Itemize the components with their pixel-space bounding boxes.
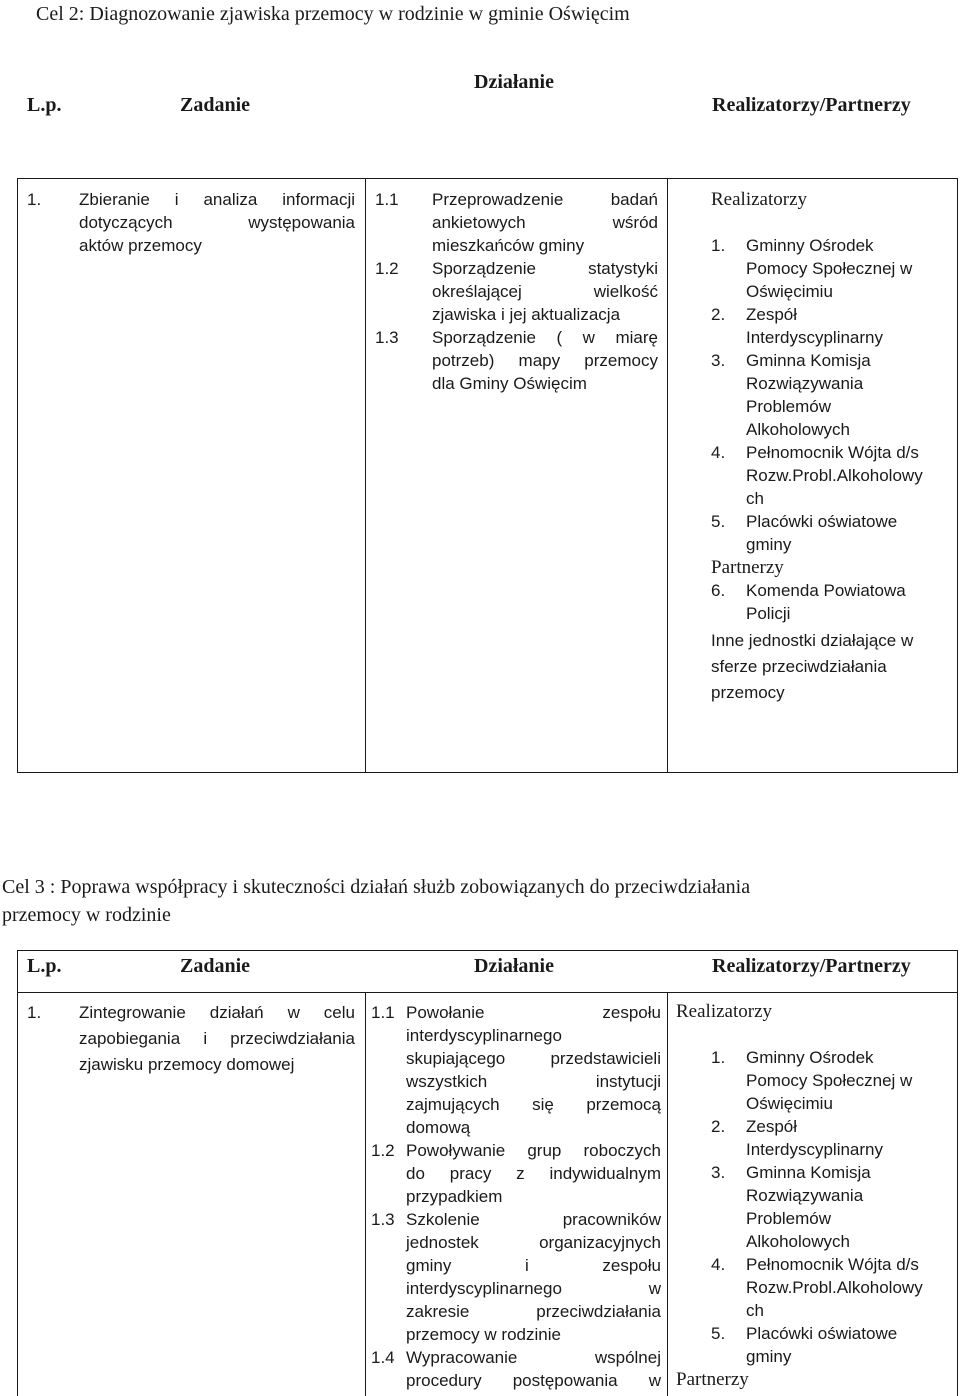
goal2-other-partners bbox=[711, 628, 951, 706]
realizator-line: Pomocy Społecznej w bbox=[746, 1071, 913, 1090]
goal2-realizator-5 bbox=[711, 510, 951, 556]
goal3-task-line: zapobiegania i przeciwdziałania bbox=[79, 1029, 355, 1048]
action-number: 1.3 bbox=[371, 1210, 395, 1229]
realizator-line: Zespół bbox=[746, 305, 798, 324]
realizator-line: Rozw.Probl.Alkoholowy bbox=[746, 1278, 923, 1297]
goal2-header-realizatorzy: Realizatorzy/Partnerzy bbox=[712, 94, 911, 116]
partnerzy-label: Partnerzy bbox=[711, 557, 784, 578]
action-line: potrzeb) mapy przemocy bbox=[432, 351, 658, 370]
goal2-task-line: Zbieranie i analiza informacji bbox=[79, 190, 355, 209]
realizator-line: Interdyscyplinarny bbox=[746, 1140, 884, 1159]
goal3-action-1-3 bbox=[371, 1208, 663, 1346]
realizator-line: Pełnomocnik Wójta d/s bbox=[746, 1255, 919, 1274]
goal2-task-line: dotyczących występowania bbox=[79, 213, 355, 232]
realizator-line: Zespół bbox=[746, 1117, 798, 1136]
action-line: procedury postępowania w bbox=[406, 1371, 661, 1390]
other-line: przemocy bbox=[711, 683, 785, 702]
action-number: 1.4 bbox=[371, 1348, 395, 1367]
realizator-number: 3. bbox=[711, 1163, 726, 1182]
goal3-row-number: 1. bbox=[27, 1003, 42, 1022]
realizator-line: Gminny Ośrodek bbox=[746, 1048, 874, 1067]
goal3-realizator-4 bbox=[676, 1253, 952, 1322]
realizator-line: Alkoholowych bbox=[746, 420, 850, 439]
realizator-line: Pomocy Społecznej w bbox=[746, 259, 913, 278]
realizator-number: 4. bbox=[711, 443, 726, 462]
goal2-realizator-1 bbox=[711, 234, 951, 303]
goal2-realizator-4 bbox=[711, 441, 951, 510]
goal3-header-realizatorzy: Realizatorzy/Partnerzy bbox=[712, 955, 911, 977]
goal3-title-line: przemocy w rodzinie bbox=[2, 904, 171, 926]
realizator-line: Gminny Ośrodek bbox=[746, 236, 874, 255]
other-line: Inne jednostki działające w bbox=[711, 631, 914, 650]
realizator-number: 2. bbox=[711, 305, 726, 324]
goal2-task-line: aktów przemocy bbox=[79, 236, 202, 255]
goal2-title: Cel 2: Diagnozowanie zjawiska przemocy w rodzinie w gminie Oświęcim bbox=[36, 3, 630, 25]
goal3-title bbox=[2, 873, 932, 929]
action-line: zjawiska i jej aktualizacja bbox=[432, 305, 621, 324]
goal2-realizator-3 bbox=[711, 349, 951, 441]
goal2-task bbox=[79, 188, 355, 257]
action-line: interdyscyplinarnego bbox=[406, 1026, 562, 1045]
goal3-header-lp: L.p. bbox=[27, 955, 62, 977]
goal2-action-1-3 bbox=[375, 326, 660, 395]
goal3-header-dzialanie: Działanie bbox=[474, 955, 554, 977]
realizator-line: Rozw.Probl.Alkoholowy bbox=[746, 466, 923, 485]
action-line: Sporządzenie statystyki bbox=[432, 259, 658, 278]
other-line: sferze przeciwdziałania bbox=[711, 657, 887, 676]
realizator-line: Alkoholowych bbox=[746, 1232, 850, 1251]
goal2-realizatorzy bbox=[711, 188, 951, 706]
goal3-actions bbox=[371, 1001, 663, 1392]
realizator-number: 5. bbox=[711, 512, 726, 531]
action-line: dla Gminy Oświęcim bbox=[432, 374, 587, 393]
realizator-number: 5. bbox=[711, 1324, 726, 1343]
partnerzy-label: Partnerzy bbox=[676, 1369, 749, 1390]
action-number: 1.1 bbox=[371, 1003, 395, 1022]
goal3-title-line: Cel 3 : Poprawa współpracy i skuteczności działań służb zobowiązanych do przeciwdziałania bbox=[2, 876, 751, 898]
goal3-realizator-1 bbox=[676, 1046, 952, 1115]
action-line: skupiającego przedstawicieli bbox=[406, 1049, 661, 1068]
realizator-number: 4. bbox=[711, 1255, 726, 1274]
action-line: Sporządzenie ( w miarę bbox=[432, 328, 658, 347]
action-line: gminy i zespołu bbox=[406, 1256, 661, 1275]
action-line: interdyscyplinarnego w bbox=[406, 1279, 661, 1298]
goal3-action-1-2 bbox=[371, 1139, 663, 1208]
realizator-line: Rozwiązywania bbox=[746, 1186, 864, 1205]
action-line: zajmujących się przemocą bbox=[406, 1095, 661, 1114]
action-number: 1.3 bbox=[375, 328, 399, 347]
realizator-line: Oświęcimiu bbox=[746, 1094, 833, 1113]
partner-number: 6. bbox=[711, 581, 726, 600]
action-number: 1.1 bbox=[375, 190, 399, 209]
goal3-action-1-1 bbox=[371, 1001, 663, 1139]
action-line: mieszkańców gminy bbox=[432, 236, 585, 255]
partner-line: Policji bbox=[746, 604, 791, 623]
goal3-realizator-2 bbox=[676, 1115, 952, 1161]
action-number: 1.2 bbox=[375, 259, 399, 278]
goal3-task bbox=[79, 1001, 355, 1076]
realizator-line: Oświęcimiu bbox=[746, 282, 833, 301]
realizator-line: Rozwiązywania bbox=[746, 374, 864, 393]
action-line: przemocy w rodzinie bbox=[406, 1325, 561, 1344]
goal2-partner-6 bbox=[711, 579, 951, 625]
goal2-action-1-2 bbox=[375, 257, 660, 326]
action-line: przypadkiem bbox=[406, 1187, 503, 1206]
action-line: Przeprowadzenie badań bbox=[432, 190, 658, 209]
realizator-line: Gminna Komisja bbox=[746, 351, 871, 370]
goal3-header-zadanie: Zadanie bbox=[180, 955, 251, 977]
action-line: Szkolenie pracowników bbox=[406, 1210, 661, 1229]
realizator-number: 1. bbox=[711, 236, 726, 255]
action-line: zakresie przeciwdziałania bbox=[406, 1302, 661, 1321]
goal3-action-1-4 bbox=[371, 1346, 663, 1392]
partner-line: Komenda Powiatowa bbox=[746, 581, 906, 600]
realizator-line: Placówki oświatowe bbox=[746, 1324, 898, 1343]
action-line: do pracy z indywidualnym bbox=[406, 1164, 661, 1183]
action-line: wszystkich instytucji bbox=[406, 1072, 661, 1091]
goal2-row-number: 1. bbox=[27, 190, 42, 209]
action-line: domową bbox=[406, 1118, 471, 1137]
realizator-number: 3. bbox=[711, 351, 726, 370]
realizator-line: Problemów bbox=[746, 397, 832, 416]
realizator-line: Gminna Komisja bbox=[746, 1163, 871, 1182]
goal3-task-line: zjawisku przemocy domowej bbox=[79, 1055, 295, 1074]
realizator-line: ch bbox=[746, 1301, 764, 1320]
realizator-number: 2. bbox=[711, 1117, 726, 1136]
realizator-line: Problemów bbox=[746, 1209, 832, 1228]
goal2-header-lp: L.p. bbox=[27, 94, 62, 116]
action-line: Powołanie zespołu bbox=[406, 1003, 661, 1022]
goal2-header-zadanie: Zadanie bbox=[180, 94, 251, 116]
goal3-realizator-5 bbox=[676, 1322, 952, 1368]
goal2-realizator-2 bbox=[711, 303, 951, 349]
goal2-actions bbox=[375, 188, 660, 395]
action-number: 1.2 bbox=[371, 1141, 395, 1160]
realizatorzy-label: Realizatorzy bbox=[676, 1001, 773, 1022]
realizator-line: Placówki oświatowe bbox=[746, 512, 898, 531]
goal3-realizator-3 bbox=[676, 1161, 952, 1253]
action-line: jednostek organizacyjnych bbox=[406, 1233, 661, 1252]
realizator-number: 1. bbox=[711, 1048, 726, 1067]
action-line: ankietowych wśród bbox=[432, 213, 658, 232]
realizator-line: Interdyscyplinarny bbox=[746, 328, 884, 347]
goal2-header-dzialanie: Działanie bbox=[474, 71, 554, 93]
realizatorzy-label: Realizatorzy bbox=[711, 189, 808, 210]
action-line: Wypracowanie wspólnej bbox=[406, 1348, 661, 1367]
action-line: Powoływanie grup roboczych bbox=[406, 1141, 661, 1160]
goal2-action-1-1 bbox=[375, 188, 660, 257]
action-line: określającej wielkość bbox=[432, 282, 658, 301]
realizator-line: gminy bbox=[746, 1347, 792, 1366]
goal3-realizatorzy bbox=[676, 1000, 952, 1391]
realizator-line: ch bbox=[746, 489, 764, 508]
realizator-line: gminy bbox=[746, 535, 792, 554]
goal3-task-line: Zintegrowanie działań w celu bbox=[79, 1003, 355, 1022]
realizator-line: Pełnomocnik Wójta d/s bbox=[746, 443, 919, 462]
